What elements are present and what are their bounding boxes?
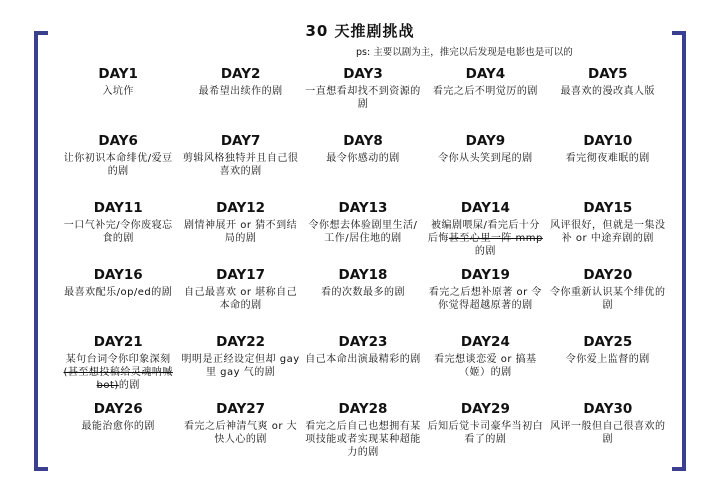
day-cell (302, 401, 424, 468)
day-label: DAY14 (460, 200, 510, 216)
day-description: 最喜欢的漫改真人版 (560, 86, 656, 97)
day-description: 看完之后自己也想拥有某项技能或者实现某种超能力的剧 (305, 421, 421, 458)
description-part: 某句台词令你印象深刻 (65, 354, 171, 365)
day-cell (547, 66, 669, 133)
day-label: DAY21 (93, 334, 143, 350)
day-label: DAY29 (460, 401, 510, 417)
day-cell (57, 267, 179, 334)
description-part: 的剧 (474, 246, 496, 257)
day-label: DAY25 (583, 334, 633, 350)
day-description: 看的次数最多的剧 (320, 287, 405, 298)
day-cell (302, 334, 424, 401)
day-label: DAY16 (93, 267, 143, 283)
struck-text: 甚至心里一阵 mmp (448, 233, 543, 244)
day-description: 令你从头笑到尾的剧 (438, 153, 533, 164)
day-cell (424, 200, 546, 267)
day-description: 看完之后想补原著 or 令你觉得超越原著的剧 (428, 287, 542, 311)
day-description: 入坑作 (102, 86, 134, 97)
day-cell (179, 133, 301, 200)
day-cell (57, 401, 179, 468)
day-cell (547, 133, 669, 200)
day-description: 剧情神展开 or 猜不到结局的剧 (184, 220, 298, 244)
day-description: 令你爱上监督的剧 (565, 354, 650, 365)
day-description: 最喜欢配乐/op/ed的剧 (64, 287, 173, 298)
day-description: 最能治愈你的剧 (81, 421, 155, 432)
ps-note: ps: 主要以剧为主，推完以后发现是电影也是可以的 (356, 47, 573, 58)
day-description: 最希望出续作的剧 (198, 86, 283, 97)
day-label: DAY3 (343, 66, 383, 82)
day-cell (302, 66, 424, 133)
day-description: 自己最喜欢 or 堪称自己本命的剧 (184, 287, 298, 311)
day-label: DAY12 (216, 200, 266, 216)
day-cell (547, 401, 669, 468)
day-description: 后知后觉卡司豪华当初白看了的剧 (427, 421, 544, 445)
day-cell (547, 334, 669, 401)
day-label: DAY22 (216, 334, 266, 350)
day-label: DAY23 (338, 334, 388, 350)
day-description: 一口气补完/令你废寝忘食的剧 (63, 220, 173, 244)
day-cell (547, 267, 669, 334)
day-label: DAY6 (98, 133, 138, 149)
day-label: DAY24 (460, 334, 510, 350)
day-cell (302, 267, 424, 334)
day-label: DAY4 (465, 66, 506, 82)
day-label: DAY27 (216, 401, 266, 417)
day-label: DAY26 (93, 401, 143, 417)
day-cell (57, 334, 179, 401)
day-cell (424, 66, 546, 133)
day-description: 风评很好，但就是一集没补 or 中途弃剧的剧 (550, 220, 666, 244)
day-description: 让你初识本命绯优/爱豆的剧 (63, 153, 173, 177)
day-label: DAY19 (460, 267, 510, 283)
day-label: DAY13 (338, 200, 388, 216)
day-cell (424, 401, 546, 468)
left-bracket-decoration (34, 31, 48, 471)
description-part: 的剧 (118, 380, 140, 391)
day-description: 一直想看却找不到资源的剧 (305, 86, 421, 110)
day-cell (302, 200, 424, 267)
day-description: 剪辑风格独特并且自己很喜欢的剧 (182, 153, 299, 177)
day-cell (179, 66, 301, 133)
day-description (426, 219, 544, 258)
day-label: DAY8 (343, 133, 383, 149)
day-label: DAY30 (583, 401, 633, 417)
day-description: 明明是正经设定但却 gay 里 gay 气的剧 (181, 354, 300, 378)
day-cell (424, 133, 546, 200)
day-description: 风评一般但自己很喜欢的剧 (550, 421, 666, 445)
day-cell (424, 267, 546, 334)
day-description: 最令你感动的剧 (326, 153, 400, 164)
day-description (59, 353, 177, 392)
day-cell (57, 66, 179, 133)
day-cell (57, 133, 179, 200)
day-description: 看完想谈恋爱 or 搞基（姬）的剧 (434, 354, 537, 378)
day-label: DAY7 (220, 133, 261, 149)
challenge-grid (57, 66, 669, 468)
day-cell (424, 334, 546, 401)
day-cell (179, 267, 301, 334)
day-cell (179, 401, 301, 468)
day-cell (57, 200, 179, 267)
day-description: 看完彻夜难眠的剧 (565, 153, 650, 164)
day-label: DAY9 (465, 133, 506, 149)
day-label: DAY11 (93, 200, 143, 216)
right-bracket-decoration (672, 31, 686, 471)
day-cell (547, 200, 669, 267)
day-label: DAY15 (583, 200, 633, 216)
day-label: DAY20 (583, 267, 633, 283)
day-label: DAY28 (338, 401, 388, 417)
day-label: DAY18 (338, 267, 388, 283)
day-description: 自己本命出演最精彩的剧 (305, 354, 421, 365)
day-label: DAY10 (583, 133, 633, 149)
day-label: DAY1 (98, 66, 138, 82)
day-description: 看完之后神清气爽 or 大快人心的剧 (184, 421, 298, 445)
day-label: DAY2 (220, 66, 261, 82)
day-cell (179, 200, 301, 267)
description-part: 被编剧喂屎/看完后十分后悔 (427, 220, 540, 244)
day-label: DAY5 (588, 66, 628, 82)
day-cell (179, 334, 301, 401)
page-title: 30 天推剧挑战 (305, 22, 415, 40)
day-cell (302, 133, 424, 200)
day-label: DAY17 (216, 267, 266, 283)
day-description: 令你重新认识某个绯优的剧 (550, 287, 666, 311)
day-description: 看完之后不明觉厉的剧 (432, 86, 538, 97)
struck-text: (甚至想投稿给灵魂呐喊 bot) (63, 367, 173, 391)
day-description: 令你想去体验剧里生活/工作/居住地的剧 (308, 220, 418, 244)
